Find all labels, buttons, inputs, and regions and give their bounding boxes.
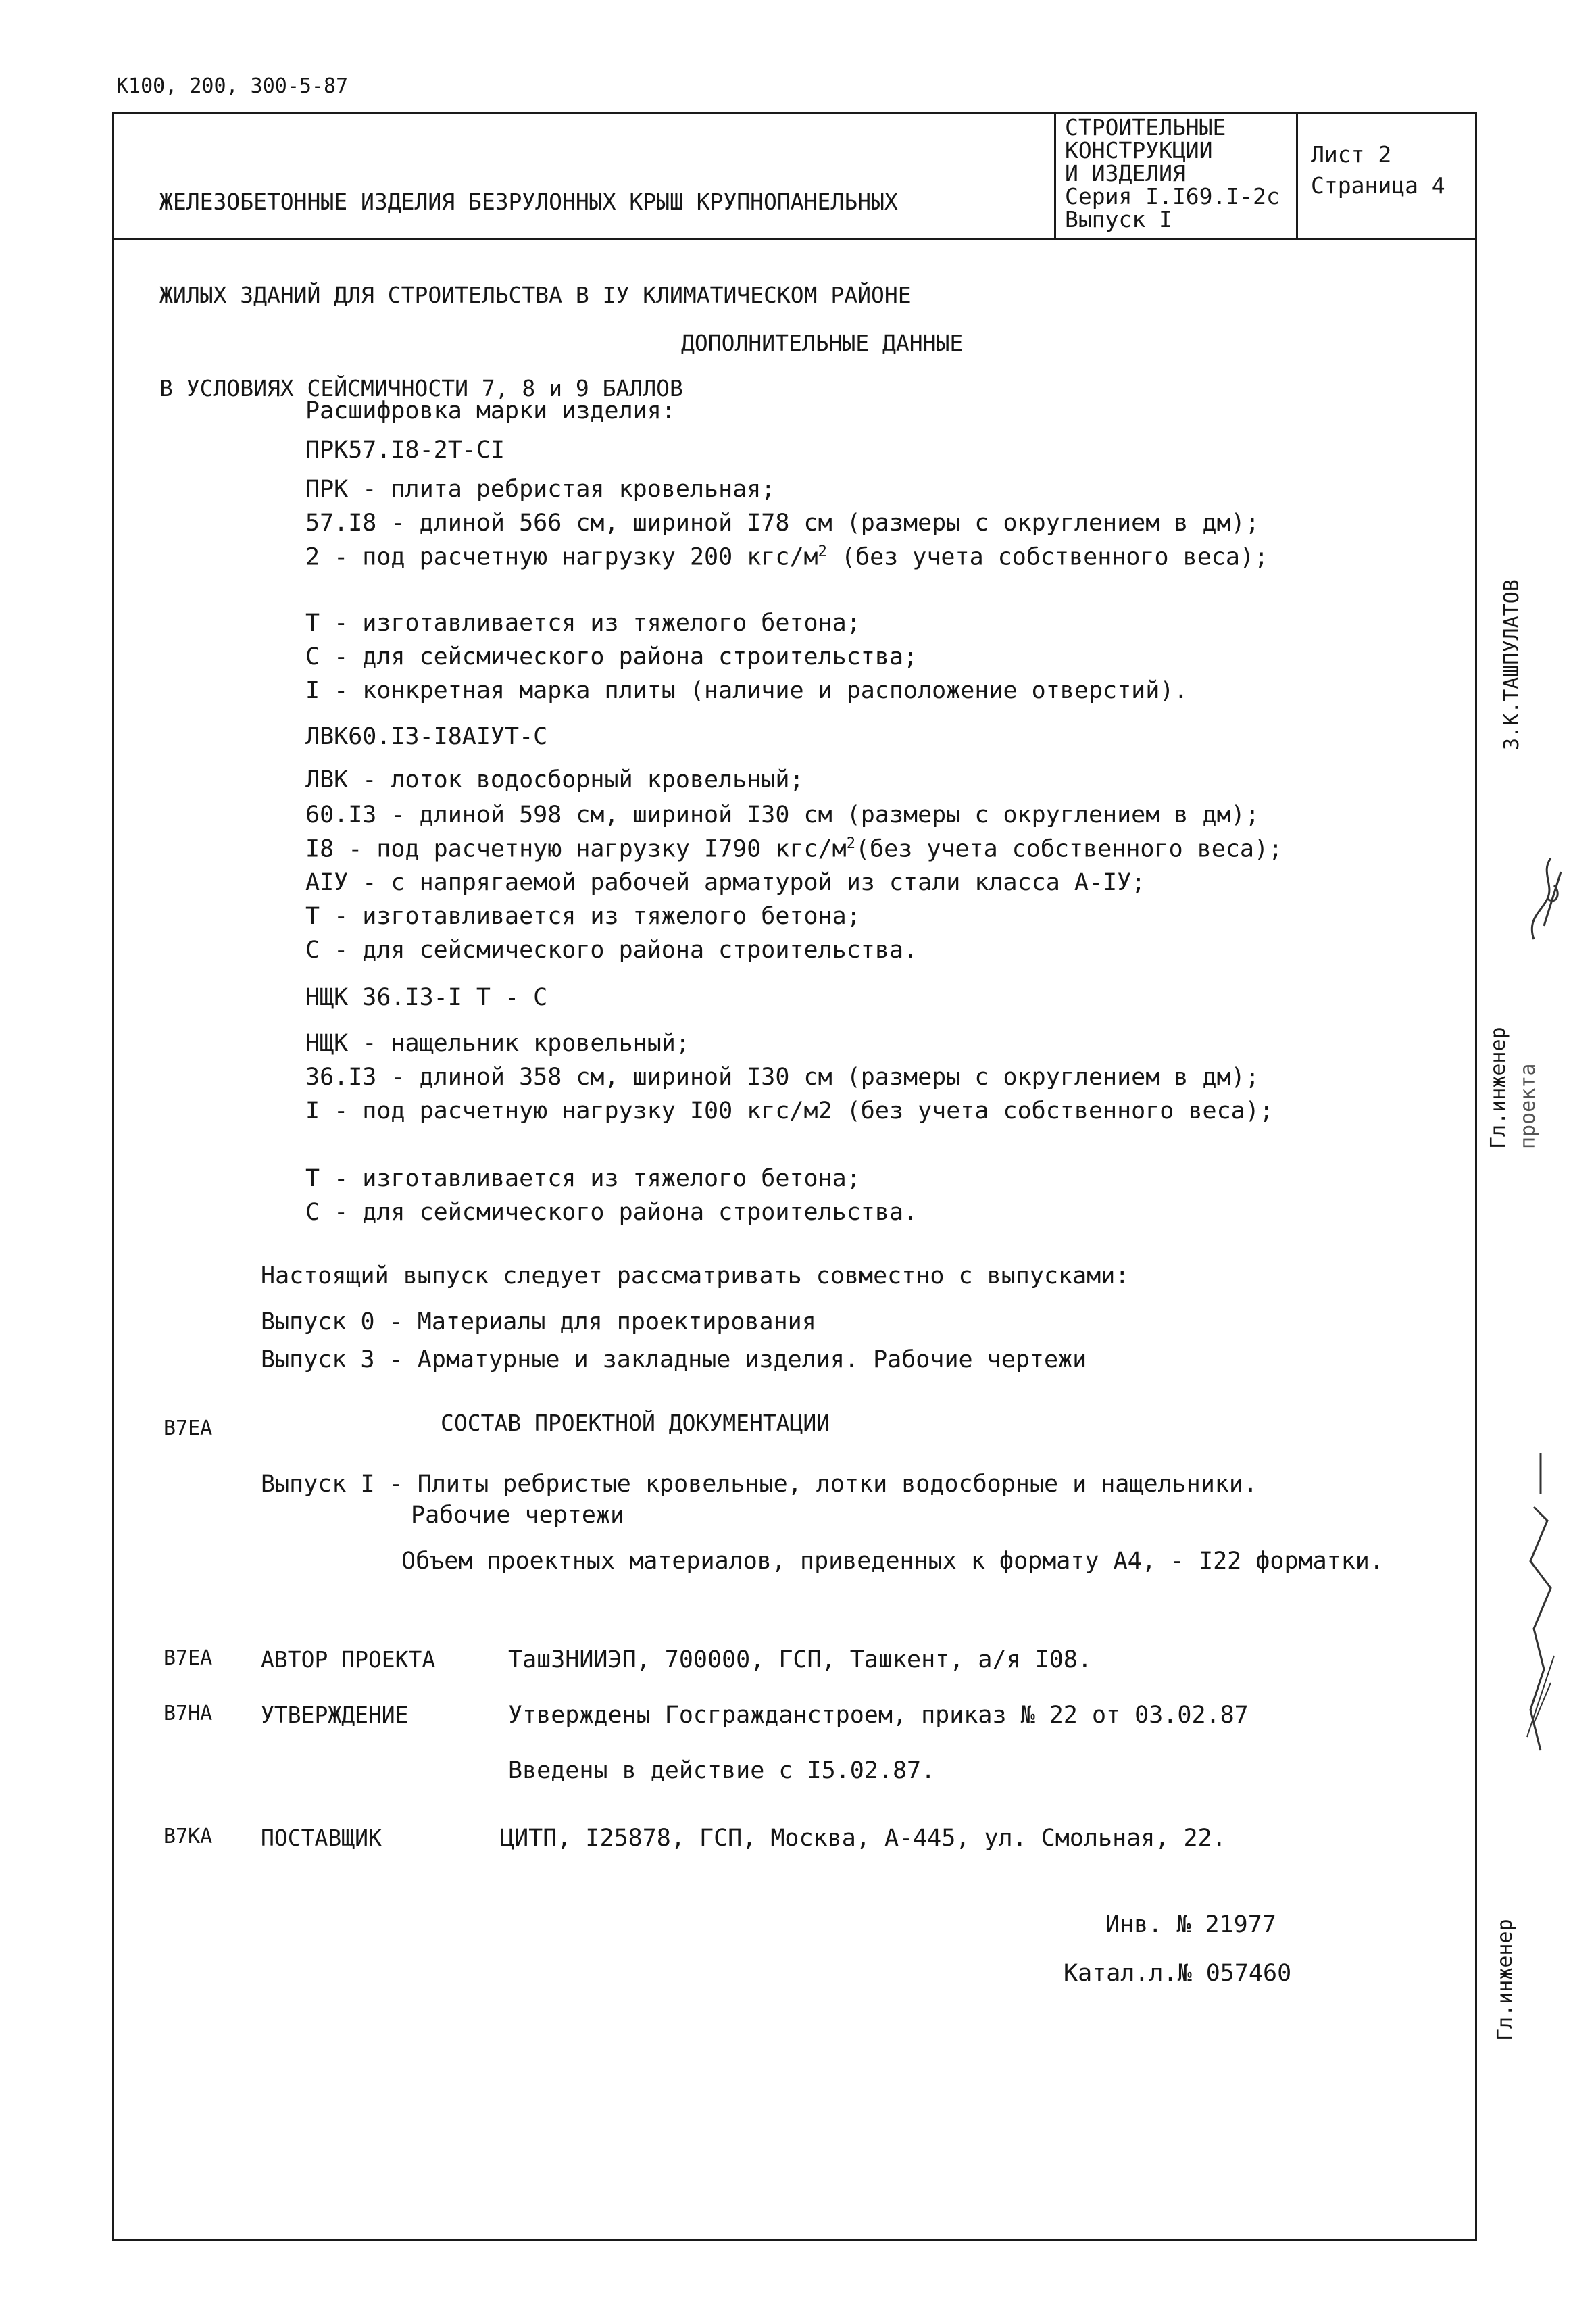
mark2-line: АIУ - с напрягаемой рабочей арматурой из стали класса А-IУ; <box>305 869 1146 896</box>
mark2-line: I8 - под расчетную нагрузку I790 кгс/$м^2(без$ учета собственного веса); <box>305 835 1283 863</box>
mark1-line: 2 - под расчетную нагрузку 200 кгс/$м^2$ (без учета собственного веса); <box>305 543 1269 571</box>
author-code: В7ЕА <box>164 1646 213 1670</box>
author-value: ТашЗНИИЭП, 700000, ГСП, Ташкент, а/я I08. <box>508 1646 1092 1673</box>
mark1-line: ПРК - плита ребристая кровельная; <box>305 476 776 503</box>
header-separator-1 <box>1054 112 1056 238</box>
margin-role-1-sub: проекта <box>1516 1063 1540 1149</box>
mark2-line: 60.I3 - длиной 598 см, шириной I30 см (размеры с округлением в дм); <box>305 802 1260 829</box>
issue-3: Выпуск 3 - Арматурные и закладные изделия. Рабочие чертежи <box>261 1346 1087 1373</box>
mark-code-1: ПРК57.I8-2Т-СI <box>305 437 505 464</box>
signature-1 <box>1520 845 1574 953</box>
mark2-line: Т - изготавливается из тяжелого бетона; <box>305 903 861 930</box>
approval-code: В7НА <box>164 1702 213 1725</box>
section-heading-additional: ДОПОЛНИТЕЛЬНЫЕ ДАННЫЕ <box>681 330 964 356</box>
mark2-line: С - для сейсмического района строительства. <box>305 937 918 964</box>
header-separator-2 <box>1296 112 1298 238</box>
supplier-value: ЦИТП, I25878, ГСП, Москва, А-445, ул. Смольная, 22. <box>500 1825 1226 1852</box>
mark3-line: Т - изготавливается из тяжелого бетона; <box>305 1165 861 1192</box>
section-heading-composition: СОСТАВ ПРОЕКТНОЙ ДОКУМЕНТАЦИИ <box>441 1410 830 1436</box>
supplier-code: В7КА <box>164 1825 213 1848</box>
author-label: АВТОР ПРОЕКТА <box>261 1646 436 1673</box>
superscript: 2 <box>846 835 855 852</box>
joint-note: Настоящий выпуск следует рассматривать совместно с выпусками: <box>261 1262 1130 1289</box>
margin-role-1: Гл.инженер <box>1487 1027 1510 1149</box>
mark3-line: НЩК - нащельник кровельный; <box>305 1030 690 1057</box>
approval-label: УТВЕРЖДЕНИЕ <box>261 1702 409 1728</box>
mark3-line: 36.I3 - длиной 358 см, шириной I30 см (размеры с округлением в дм); <box>305 1064 1260 1091</box>
catalog-number: Катал.л.№ 057460 <box>1064 1960 1292 1987</box>
sheet-number: Лист 2 <box>1311 141 1392 168</box>
signature-2 <box>1514 1453 1568 1777</box>
superscript: 2 <box>818 543 827 560</box>
approval-value: Утверждены Госгражданстроем, приказ № 22 от 03.02.87 <box>508 1702 1249 1729</box>
mark2-line: ЛВК - лоток водосборный кровельный; <box>305 766 804 793</box>
document-code: К100, 200, 300-5-87 <box>116 74 349 98</box>
header-sheet <box>1311 139 1445 201</box>
header-series: СТРОИТЕЛЬНЫЕ КОНСТРУКЦИИ И ИЗДЕЛИЯ Серия I.I69.I-2с Выпуск I <box>1065 114 1280 232</box>
supplier-label: ПОСТАВЩИК <box>261 1825 382 1851</box>
mark-code-3: НЩК 36.I3-I Т - С <box>305 984 548 1011</box>
margin-role-2: Гл.инженер <box>1493 1919 1517 2041</box>
mark1-line: Т - изготавливается из тяжелого бетона; <box>305 610 861 637</box>
issue-1-line1: Выпуск I - Плиты ребристые кровельные, лотки водосборные и нащельники. <box>261 1471 1258 1498</box>
mark1-line: 57.I8 - длиной 566 см, шириной I78 см (размеры с округлением в дм); <box>305 510 1260 537</box>
composition-code: В7ЕА <box>164 1417 213 1440</box>
approval-effective: Введены в действие с I5.02.87. <box>508 1757 936 1784</box>
header-title: ЖЕЛЕЗОБЕТОННЫЕ ИЗДЕЛИЯ БЕЗРУЛОННЫХ КРЫШ КРУПНОПАНЕЛЬНЫХ ЖИЛЫХ ЗДАНИЙ ДЛЯ СТРОИТЕЛЬСТВА В IУ КЛИМАТИЧЕСКОМ РАЙОНЕ В УСЛОВИЯХ СЕЙСМИЧНОСТИ 7, 8 и 9 БАЛЛОВ <box>159 189 912 401</box>
decoding-title: Расшифровка марки изделия: <box>305 397 676 424</box>
mark1-line: I - конкретная марка плиты (наличие и расположение отверстий). <box>305 677 1189 704</box>
issue-1-line2: Рабочие чертежи <box>411 1502 625 1529</box>
mark-code-2: ЛВК60.I3-I8АIУТ-С <box>305 723 548 750</box>
mark1-line: С - для сейсмического района строительства; <box>305 643 918 670</box>
inventory-number: Инв. № 21977 <box>1105 1911 1276 1938</box>
mark3-line: С - для сейсмического района строительства. <box>305 1199 918 1226</box>
mark3-line: I - под расчетную нагрузку I00 кгс/м2 (без учета собственного веса); <box>305 1098 1274 1125</box>
margin-name: З.К.ТАШПУЛАТОВ <box>1500 579 1524 750</box>
page-number: Страница 4 <box>1311 172 1445 199</box>
volume-note: Объем проектных материалов, приведенных к формату А4, - I22 форматки. <box>401 1548 1384 1575</box>
issue-0: Выпуск 0 - Материалы для проектирования <box>261 1308 816 1335</box>
